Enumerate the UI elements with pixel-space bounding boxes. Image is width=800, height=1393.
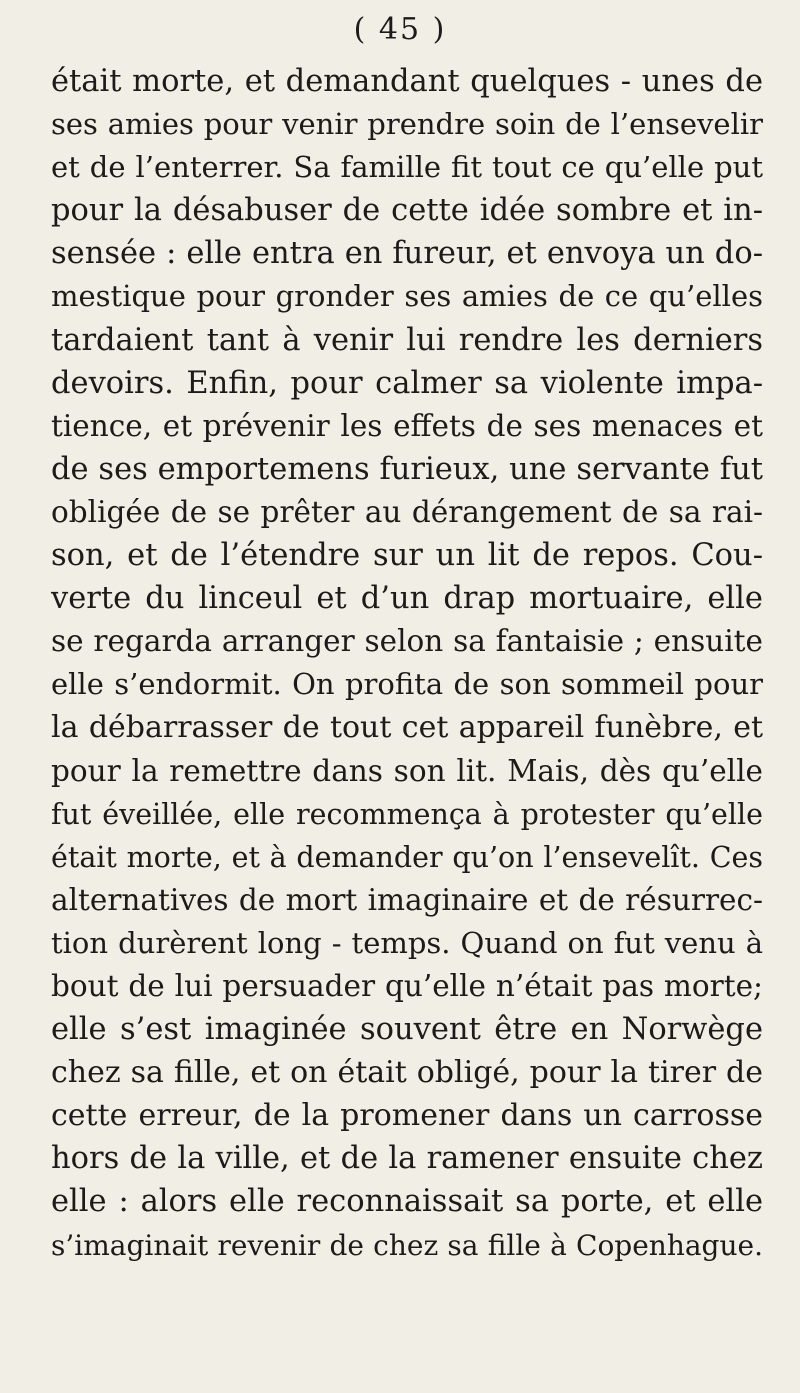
text-line: obligée de se prêter au dérangement de sa rai- [51, 494, 763, 529]
text-line: chez sa fille, et on était obligé, pour la tirer de [51, 1055, 763, 1091]
text-line: s’imaginait revenir de chez sa fille à Copenhague. [51, 1228, 763, 1262]
text-line: pour la désabuser de cette idée sombre et in- [51, 193, 763, 229]
text-line: tion durèrent long - temps. Quand on fut venu à [51, 925, 763, 960]
text-line: devoirs. Enfin, pour calmer sa violente impa- [51, 365, 763, 401]
text-line: de ses emportemens furieux, une servante fut [51, 451, 763, 487]
body-text [51, 60, 763, 1267]
text-line: elle s’endormit. On profita de son sommeil pour [51, 667, 763, 702]
text-line: ses amies pour venir prendre soin de l’ensevelir [51, 107, 763, 142]
text-line: bout de lui persuader qu’elle n’était pas morte; [51, 968, 763, 1003]
text-line: tience, et prévenir les effets de ses menaces et [51, 408, 763, 443]
text-line: cette erreur, de la promener dans un carrosse [51, 1098, 763, 1134]
text-line: mestique pour gronder ses amies de ce qu’elles [51, 279, 763, 314]
text-line: et de l’enterrer. Sa famille fit tout ce qu’elle put [51, 150, 763, 185]
text-line: verte du linceul et d’un drap mortuaire, elle [51, 581, 763, 617]
text-line: était morte, et à demander qu’on l’ensevelît. Ces [51, 840, 763, 874]
text-line: son, et de l’étendre sur un lit de repos. Cou- [51, 538, 763, 574]
text-line: se regarda arranger selon sa fantaisie ; ensuite [51, 624, 763, 659]
text-line: fut éveillée, elle recommença à protester qu’elle [51, 797, 763, 831]
text-line: elle : alors elle reconnaissait sa porte, et elle [51, 1184, 763, 1220]
text-line: elle s’est imaginée souvent être en Norwège [51, 1012, 763, 1048]
text-line: était morte, et demandant quelques - unes de [51, 64, 763, 99]
text-line: hors de la ville, et de la ramener ensuite chez [51, 1141, 763, 1177]
text-line: sensée : elle entra en fureur, et envoya un do- [51, 236, 763, 272]
text-line: pour la remettre dans son lit. Mais, dès qu’elle [51, 753, 763, 788]
text-line: tardaient tant à venir lui rendre les derniers [51, 322, 763, 358]
text-line: la débarrasser de tout cet appareil funèbre, et [51, 710, 763, 746]
page-number: ( 45 ) [353, 12, 447, 47]
text-line: alternatives de mort imaginaire et de résurrec- [51, 882, 763, 917]
